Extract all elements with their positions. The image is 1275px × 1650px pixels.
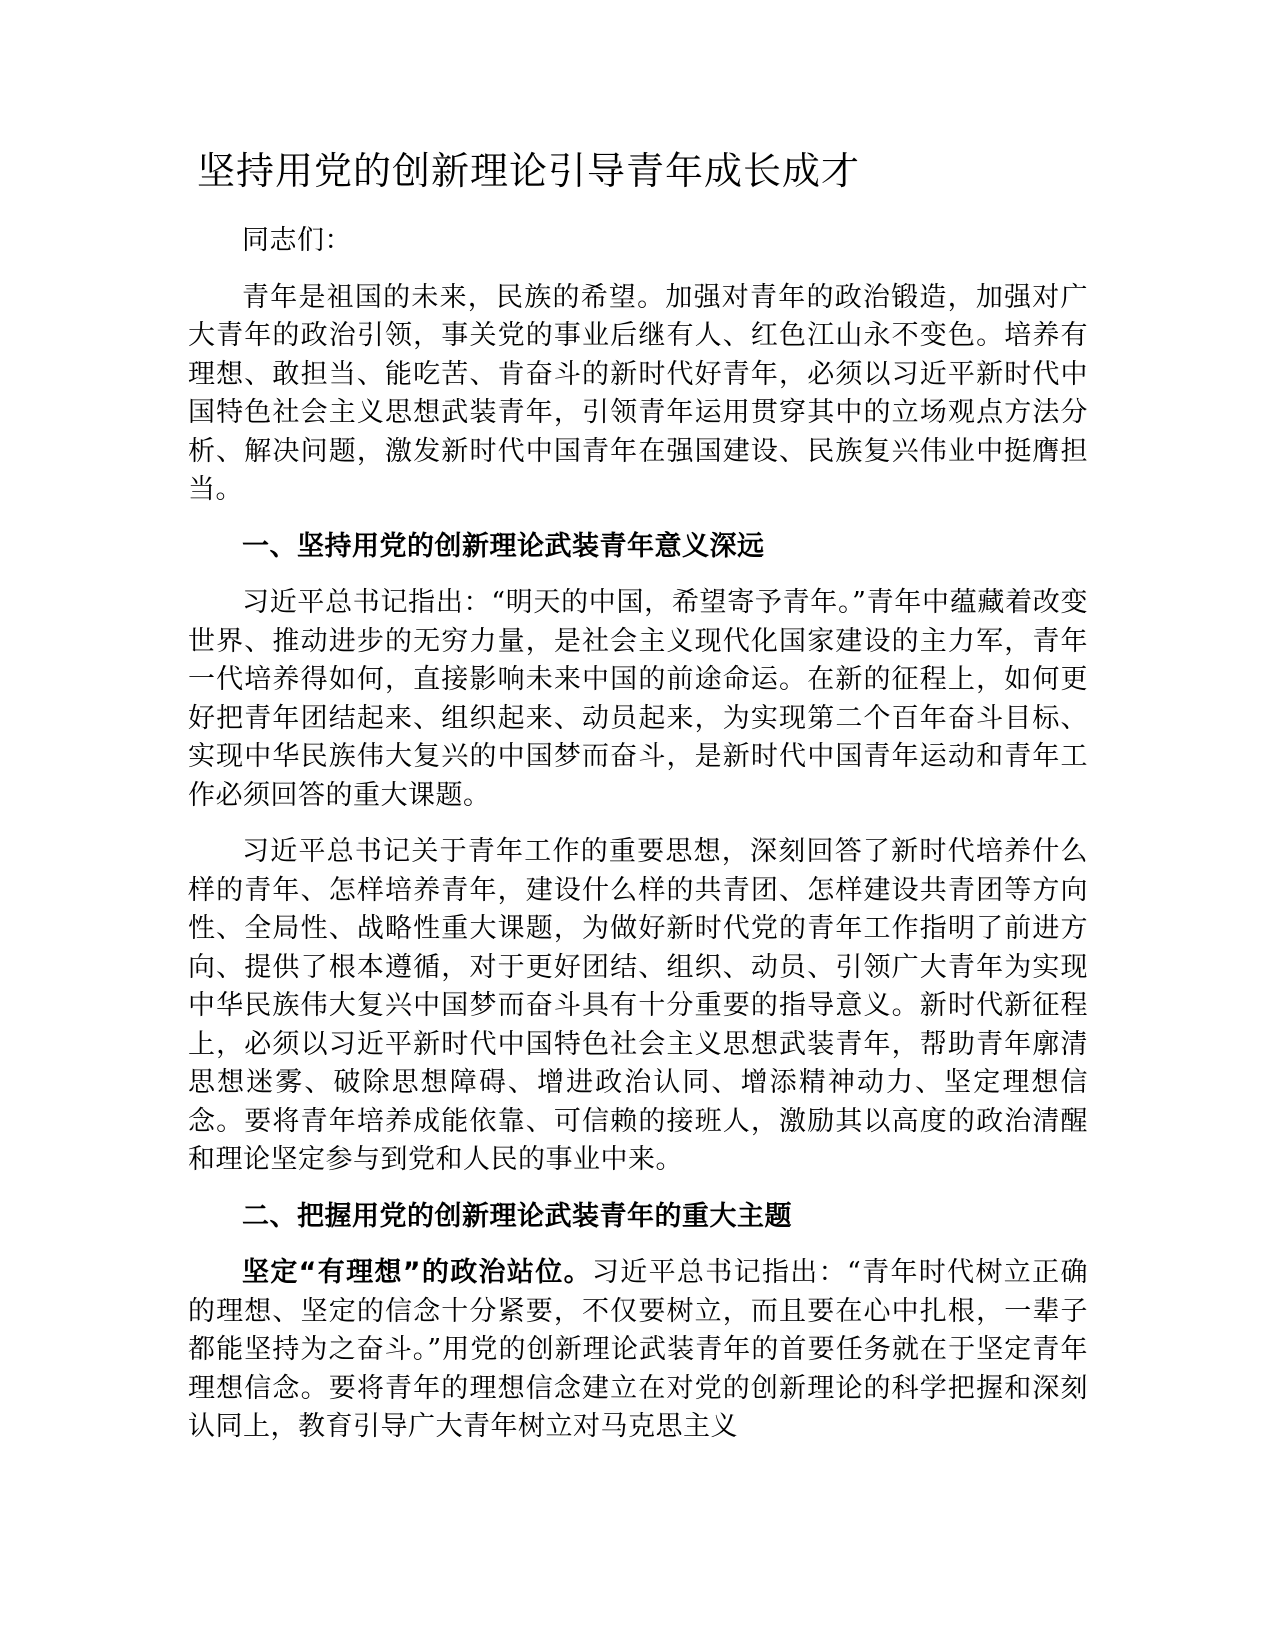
section-1-paragraph-2: 习近平总书记关于青年工作的重要思想，深刻回答了新时代培养什么样的青年、怎样培养青年，建设什么样的共青团、怎样建设共青团等方向性、全局性、战略性重大课题，为做好新时代党的青年工作指明了前进方向、提供了根本遵循，对于更好团结、组织、动员、引领广大青年为实现中华民族伟大复兴中国梦而奋斗具有十分重要的指导意义。新时代新征程上，必须以习近平新时代中国特色社会主义思想武装青年，帮助青年廓清思想迷雾、破除思想障碍、增进政治认同、增添精神动力、坚定理想信念。要将青年培养成能依靠、可信赖的接班人，激励其以高度的政治清醒和理论坚定参与到党和人民的事业中来。: [188, 836, 1088, 1175]
section-heading-1: 一、坚持用党的创新理论武装青年意义深远: [242, 530, 765, 562]
section-2-paragraph-1-text: 习近平总书记指出：“青年时代树立正确的理想、坚定的信念十分紧要，不仅要树立，而且要在心中扎根，一辈子都能坚持为之奋斗。”用党的创新理论武装青年的首要任务就在于坚定青年理想信念。要将青年的理想信念建立在对党的创新理论的科学把握和深刻认同上，教育引导广大青年树立对马克思主义: [188, 1257, 1088, 1442]
document-title: 坚持用党的创新理论引导青年成长成才: [197, 149, 861, 193]
section-2-paragraph-1: [188, 1254, 1088, 1447]
document-body: [188, 222, 1088, 1465]
section-1-paragraph-1: 习近平总书记指出：“明天的中国，希望寄予青年。”青年中蕴藏着改变世界、推动进步的无穷力量，是社会主义现代化国家建设的主力军，青年一代培养得如何，直接影响未来中国的前途命运。在新的征程上，如何更好把青年团结起来、组织起来、动员起来，为实现第二个百年奋斗目标、实现中华民族伟大复兴的中国梦而奋斗，是新时代中国青年运动和青年工作必须回答的重大课题。: [188, 587, 1088, 811]
intro-paragraph: 青年是祖国的未来，民族的希望。加强对青年的政治锻造，加强对广大青年的政治引领，事关党的事业后继有人、红色江山永不变色。培养有理想、敢担当、能吃苦、肯奋斗的新时代好青年，必须以习近平新时代中国特色社会主义思想武装青年，引领青年运用贯穿其中的立场观点方法分析、解决问题，激发新时代中国青年在强国建设、民族复兴伟业中挺膺担当。: [188, 281, 1088, 505]
section-2-lead-sentence: 坚定“有理想”的政治站位。: [242, 1257, 592, 1288]
salutation: 同志们：: [242, 225, 352, 256]
section-heading-2: 二、把握用党的创新理论武装青年的重大主题: [242, 1200, 792, 1232]
